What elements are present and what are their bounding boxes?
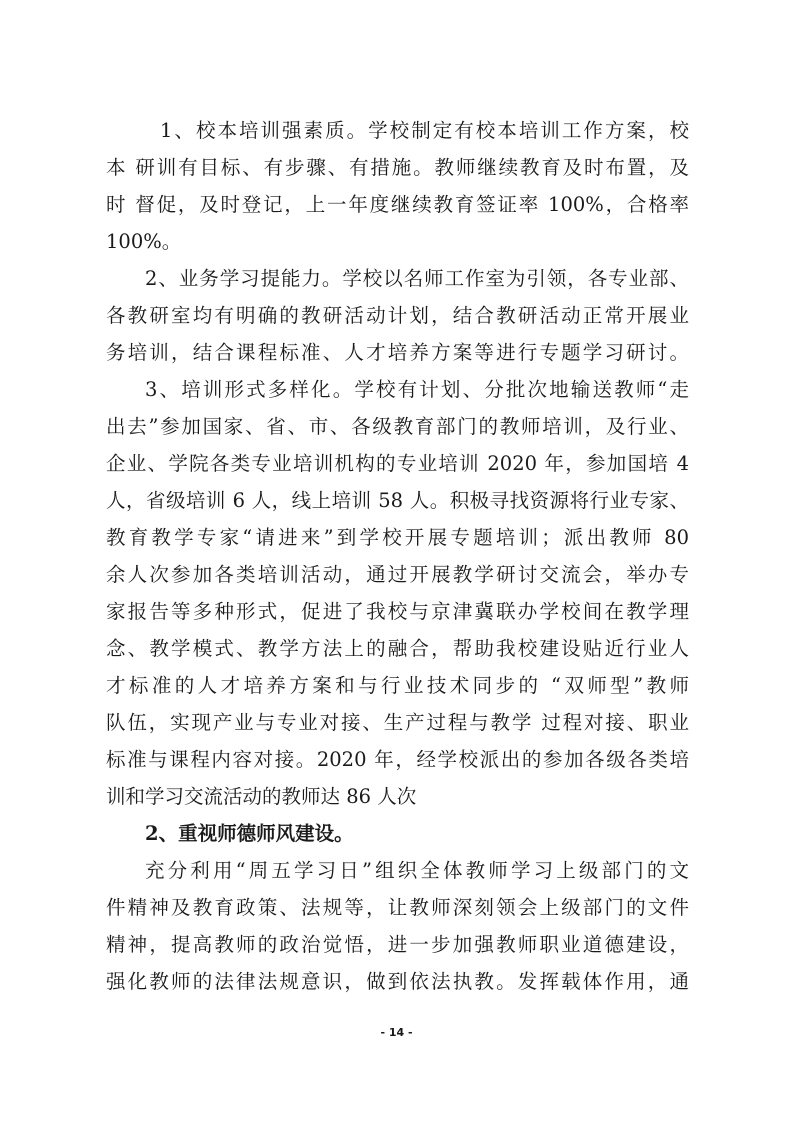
paragraph-4-line-1: 充分利用“周五学习日”组织全体教师学习上级部门的文	[145, 859, 689, 882]
paragraph-3-line-8: 念、教学模式、教学方法上的融合，帮助我校建设贴近行业人	[106, 637, 689, 660]
page-number: - 14 -	[380, 1026, 413, 1039]
paragraph-3-line-5: 教育教学专家“请进来”到学校开展专题培训；派出教师 80	[106, 526, 689, 549]
paragraph-3-line-7: 家报告等多种形式，促进了我校与京津冀联办学校间在教学理	[106, 600, 689, 623]
paragraph-4-line-2: 件精神及教育政策、法规等，让教师深刻领会上级部门的文件	[106, 896, 689, 919]
paragraph-4-line-3: 精神，提高教师的政治觉悟，进一步加强教师职业道德建设，	[106, 933, 689, 956]
paragraph-1-line-2: 本 研训有目标、有步骤、有措施。教师继续教育及时布置，及	[106, 156, 689, 179]
paragraph-1-line-3: 时 督促，及时登记，上一年度继续教育签证率 100%，合格率	[106, 193, 689, 216]
paragraph-3-line-3: 企业、学院各类专业培训机构的专业培训 2020 年，参加国培 4	[106, 452, 689, 475]
paragraph-3-line-2: 出去”参加国家、省、市、各级教育部门的教师培训，及行业、	[106, 415, 689, 438]
paragraph-2-line-3: 务培训，结合课程标准、人才培养方案等进行专题学习研讨。	[106, 341, 689, 364]
paragraph-3-line-4: 人，省级培训 6 人，线上培训 58 人。积极寻找资源将行业专家、	[106, 489, 689, 512]
paragraph-3-line-11: 标准与课程内容对接。2020 年，经学校派出的参加各级各类培	[106, 748, 689, 771]
paragraph-2-line-1: 2、业务学习提能力。学校以名师工作室为引领，各专业部、	[145, 267, 689, 290]
paragraph-3-line-10: 队伍，实现产业与专业对接、生产过程与教学 过程对接、职业	[106, 711, 689, 734]
paragraph-2-line-2: 各教研室均有明确的教研活动计划，结合教研活动正常开展业	[106, 304, 689, 327]
paragraph-4-line-4: 强化教师的法律法规意识，做到依法执教。发挥载体作用，通	[106, 970, 689, 993]
section-heading: 2、重视师德师风建设。	[145, 822, 354, 845]
paragraph-3-line-12: 训和学习交流活动的教师达 86 人次	[106, 785, 417, 808]
paragraph-1-line-4: 100%。	[106, 230, 182, 253]
paragraph-3-line-1: 3、培训形式多样化。学校有计划、分批次地输送教师“走	[145, 378, 689, 401]
paragraph-3-line-9: 才标准的人才培养方案和与行业技术同步的 “双师型”教师	[106, 674, 689, 697]
paragraph-3-line-6: 余人次参加各类培训活动，通过开展教学研讨交流会，举办专	[106, 563, 689, 586]
paragraph-1-line-1: 1、校本培训强素质。学校制定有校本培训工作方案，校	[160, 119, 689, 142]
